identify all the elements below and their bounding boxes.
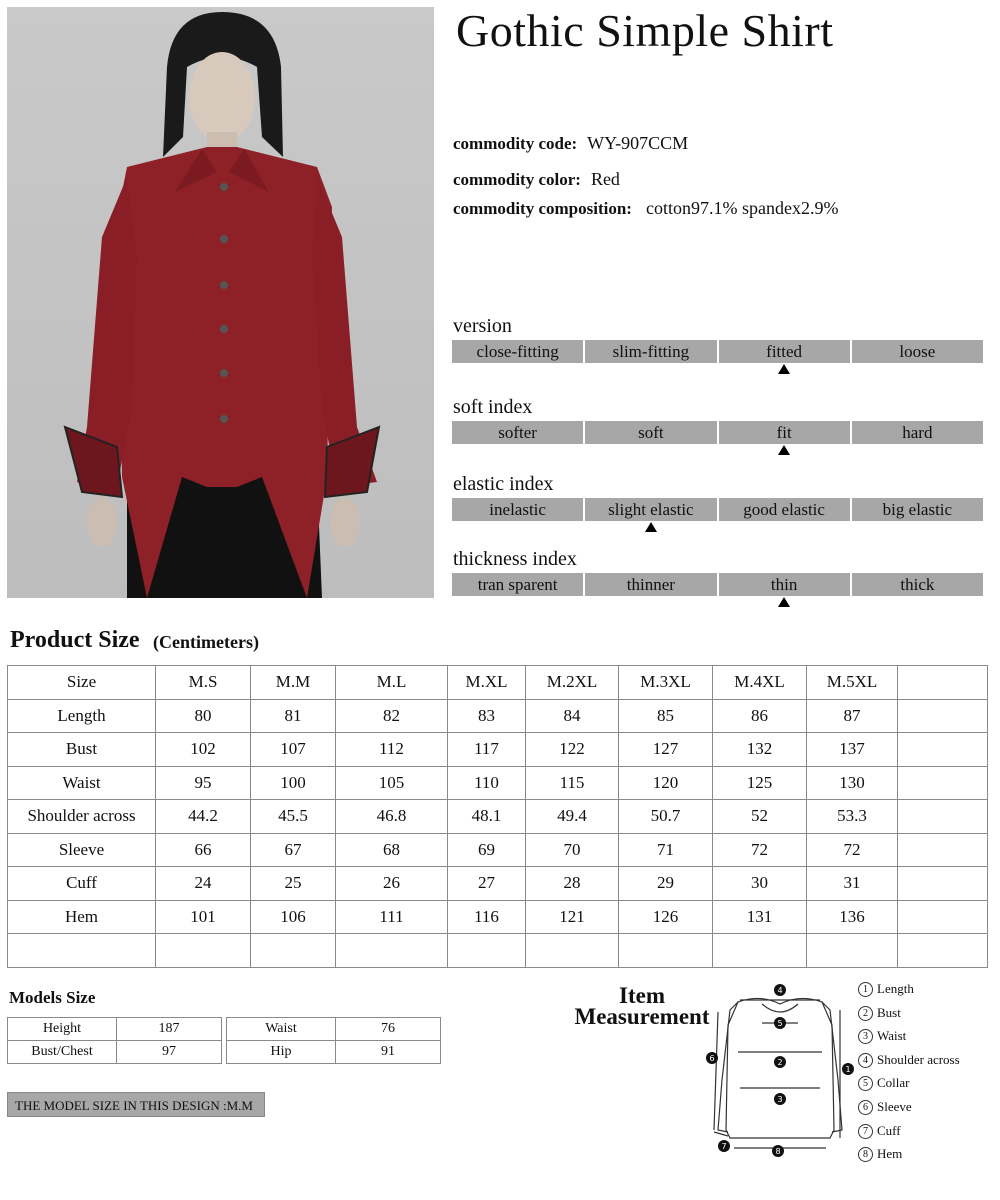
soft-index-option: fit bbox=[719, 421, 850, 444]
legend-number: 4 bbox=[858, 1053, 873, 1068]
size-table-cell: M.XL bbox=[448, 666, 526, 700]
legend-item bbox=[858, 1146, 902, 1162]
size-table-cell: 26 bbox=[336, 867, 448, 901]
svg-text:1: 1 bbox=[845, 1065, 851, 1074]
size-table-cell: 117 bbox=[448, 733, 526, 767]
models-size-value: 91 bbox=[336, 1041, 441, 1064]
size-table-cell bbox=[251, 934, 336, 968]
thickness-index-marker bbox=[778, 597, 790, 607]
legend-number: 3 bbox=[858, 1029, 873, 1044]
elastic-index-scale bbox=[452, 498, 983, 521]
size-table-cell: 66 bbox=[156, 833, 251, 867]
size-table-cell: M.2XL bbox=[526, 666, 619, 700]
size-table-cell bbox=[898, 666, 988, 700]
size-table-cell: M.3XL bbox=[619, 666, 713, 700]
size-table-cell: 121 bbox=[526, 900, 619, 934]
size-table-cell: 105 bbox=[336, 766, 448, 800]
size-table-cell: 110 bbox=[448, 766, 526, 800]
size-table-cell: 44.2 bbox=[156, 800, 251, 834]
product-size-table bbox=[7, 665, 988, 968]
svg-text:7: 7 bbox=[721, 1142, 727, 1151]
size-table-cell: M.4XL bbox=[713, 666, 807, 700]
svg-text:3: 3 bbox=[777, 1095, 783, 1104]
size-table-cell: 86 bbox=[713, 699, 807, 733]
size-table-row-label: Length bbox=[8, 699, 156, 733]
size-table-cell: 29 bbox=[619, 867, 713, 901]
info-composition bbox=[453, 198, 838, 219]
size-table-cell: 69 bbox=[448, 833, 526, 867]
version-option: loose bbox=[852, 340, 983, 363]
size-table-cell: 112 bbox=[336, 733, 448, 767]
info-composition-value: cotton97.1% spandex2.9% bbox=[645, 198, 839, 218]
legend-label: Sleeve bbox=[877, 1099, 912, 1114]
product-photo bbox=[7, 7, 434, 598]
elastic-index-marker bbox=[645, 522, 657, 532]
size-table-cell bbox=[619, 934, 713, 968]
size-table-cell: 115 bbox=[526, 766, 619, 800]
legend-item bbox=[858, 1052, 960, 1068]
info-code bbox=[453, 133, 688, 154]
size-table-row-label: Hem bbox=[8, 900, 156, 934]
size-table-row bbox=[8, 800, 988, 834]
size-table-cell: 101 bbox=[156, 900, 251, 934]
size-table-row bbox=[8, 900, 988, 934]
size-table-cell: 130 bbox=[807, 766, 898, 800]
size-table-cell: 120 bbox=[619, 766, 713, 800]
size-table-cell: 30 bbox=[713, 867, 807, 901]
size-table-cell: 31 bbox=[807, 867, 898, 901]
size-table-row-label: Size bbox=[8, 666, 156, 700]
models-size-row bbox=[8, 1018, 222, 1041]
size-table-row-label: Shoulder across bbox=[8, 800, 156, 834]
size-table-cell: 106 bbox=[251, 900, 336, 934]
size-table-cell bbox=[898, 833, 988, 867]
svg-text:2: 2 bbox=[777, 1058, 783, 1067]
size-table-cell: 95 bbox=[156, 766, 251, 800]
size-table-cell: 87 bbox=[807, 699, 898, 733]
legend-item bbox=[858, 1123, 901, 1139]
size-table-cell: 72 bbox=[807, 833, 898, 867]
size-table-cell bbox=[898, 934, 988, 968]
version-option: slim-fitting bbox=[585, 340, 716, 363]
size-table-cell: M.M bbox=[251, 666, 336, 700]
models-size-label: Height bbox=[8, 1018, 117, 1041]
model-size-note: THE MODEL SIZE IN THIS DESIGN :M.M bbox=[7, 1092, 265, 1117]
size-table-cell: M.L bbox=[336, 666, 448, 700]
size-table-cell: 27 bbox=[448, 867, 526, 901]
svg-text:5: 5 bbox=[777, 1019, 783, 1028]
info-color-value: Red bbox=[590, 169, 620, 189]
legend-label: Cuff bbox=[877, 1122, 901, 1138]
legend-label: Waist bbox=[877, 1028, 907, 1044]
size-table-row bbox=[8, 833, 988, 867]
size-table-cell bbox=[898, 800, 988, 834]
elastic-index-label: elastic index bbox=[453, 473, 554, 495]
soft-index-option: soft bbox=[585, 421, 716, 444]
legend-label: Hem bbox=[877, 1146, 903, 1162]
thickness-index-option: thinner bbox=[585, 573, 716, 596]
size-table-cell: 82 bbox=[336, 699, 448, 733]
model-illustration bbox=[7, 7, 434, 598]
size-table-row bbox=[8, 699, 988, 733]
size-table-cell: 116 bbox=[448, 900, 526, 934]
product-size-unit: (Centimeters) bbox=[153, 632, 259, 652]
item-measurement-title: Item Measurement bbox=[574, 983, 710, 1029]
size-table-cell: 70 bbox=[526, 833, 619, 867]
version-label: version bbox=[453, 315, 512, 337]
size-table-row bbox=[8, 666, 988, 700]
size-table-cell: 25 bbox=[251, 867, 336, 901]
size-table-cell: 102 bbox=[156, 733, 251, 767]
soft-index-option: softer bbox=[452, 421, 583, 444]
legend-number: 8 bbox=[858, 1147, 873, 1162]
size-table-cell bbox=[156, 934, 251, 968]
models-size-value: 76 bbox=[336, 1018, 441, 1041]
size-table-row bbox=[8, 867, 988, 901]
models-size-title: Models Size bbox=[9, 988, 96, 1007]
size-table-cell: 68 bbox=[336, 833, 448, 867]
size-table-row bbox=[8, 766, 988, 800]
version-option: close-fitting bbox=[452, 340, 583, 363]
size-table-cell bbox=[448, 934, 526, 968]
size-table-cell: 72 bbox=[713, 833, 807, 867]
legend-number: 7 bbox=[858, 1124, 873, 1139]
size-table-cell bbox=[898, 699, 988, 733]
legend-number: 5 bbox=[858, 1076, 873, 1091]
size-table-cell: 52 bbox=[713, 800, 807, 834]
size-table-cell: 50.7 bbox=[619, 800, 713, 834]
size-table-cell bbox=[898, 867, 988, 901]
legend-label: Shoulder across bbox=[877, 1051, 960, 1067]
size-table-cell: 24 bbox=[156, 867, 251, 901]
size-table-row-label: Waist bbox=[8, 766, 156, 800]
info-code-value: WY-907CCM bbox=[587, 133, 689, 153]
thickness-index-option: thick bbox=[852, 573, 983, 596]
measurement-diagram bbox=[700, 980, 860, 1165]
size-table-cell: 71 bbox=[619, 833, 713, 867]
size-table-cell: 67 bbox=[251, 833, 336, 867]
soft-index-scale bbox=[452, 421, 983, 444]
legend-label: Bust bbox=[877, 1004, 901, 1020]
size-table-cell: 45.5 bbox=[251, 800, 336, 834]
soft-index-marker bbox=[778, 445, 790, 455]
svg-text:6: 6 bbox=[709, 1054, 715, 1063]
thickness-index-scale bbox=[452, 573, 983, 596]
models-size-label: Bust/Chest bbox=[8, 1041, 117, 1064]
size-table-cell: 84 bbox=[526, 699, 619, 733]
size-table-cell: 122 bbox=[526, 733, 619, 767]
size-table-cell bbox=[526, 934, 619, 968]
version-scale bbox=[452, 340, 983, 363]
legend-label: Collar bbox=[877, 1075, 910, 1091]
elastic-index-option: slight elastic bbox=[585, 498, 716, 521]
thickness-index-option: thin bbox=[719, 573, 850, 596]
info-color-key: commodity color: bbox=[453, 170, 581, 189]
size-table-row-label: Sleeve bbox=[8, 833, 156, 867]
soft-index-label: soft index bbox=[453, 396, 533, 418]
size-table-cell: 131 bbox=[713, 900, 807, 934]
thickness-index-option: tran sparent bbox=[452, 573, 583, 596]
size-table-cell: 48.1 bbox=[448, 800, 526, 834]
models-size-value: 97 bbox=[117, 1041, 222, 1064]
size-table-cell: 28 bbox=[526, 867, 619, 901]
models-size-label: Waist bbox=[227, 1018, 336, 1041]
models-size-label: Hip bbox=[227, 1041, 336, 1064]
size-table-cell: 125 bbox=[713, 766, 807, 800]
legend-number: 1 bbox=[858, 982, 873, 997]
size-table-cell bbox=[807, 934, 898, 968]
size-table-cell: 49.4 bbox=[526, 800, 619, 834]
legend-number: 6 bbox=[858, 1100, 873, 1115]
size-table-cell: 111 bbox=[336, 900, 448, 934]
size-table-row-label: Cuff bbox=[8, 867, 156, 901]
size-table-cell bbox=[898, 900, 988, 934]
size-table-row bbox=[8, 733, 988, 767]
size-table-cell: 127 bbox=[619, 733, 713, 767]
size-table-cell bbox=[898, 733, 988, 767]
version-option: fitted bbox=[719, 340, 850, 363]
soft-index-option: hard bbox=[852, 421, 983, 444]
legend-item bbox=[858, 1028, 906, 1044]
size-table-cell: 83 bbox=[448, 699, 526, 733]
models-size-table-left bbox=[7, 1017, 222, 1064]
legend-number: 2 bbox=[858, 1006, 873, 1021]
size-table-cell bbox=[336, 934, 448, 968]
size-table-row bbox=[8, 934, 988, 968]
info-code-key: commodity code: bbox=[453, 134, 578, 153]
size-table-cell: 85 bbox=[619, 699, 713, 733]
size-table-cell: 80 bbox=[156, 699, 251, 733]
svg-text:4: 4 bbox=[777, 986, 783, 995]
thickness-index-label: thickness index bbox=[453, 548, 577, 570]
size-table-cell: 136 bbox=[807, 900, 898, 934]
legend-item bbox=[858, 981, 914, 997]
legend-item bbox=[858, 1075, 910, 1091]
size-table-cell: 100 bbox=[251, 766, 336, 800]
legend-label: Length bbox=[877, 981, 914, 996]
size-table-cell: 107 bbox=[251, 733, 336, 767]
info-composition-key: commodity composition: bbox=[453, 199, 632, 218]
size-table-cell: M.S bbox=[156, 666, 251, 700]
size-table-cell: 137 bbox=[807, 733, 898, 767]
product-title: Gothic Simple Shirt bbox=[456, 5, 834, 56]
size-table-cell: 46.8 bbox=[336, 800, 448, 834]
size-table-cell bbox=[713, 934, 807, 968]
models-size-row bbox=[227, 1018, 441, 1041]
size-table-cell: 126 bbox=[619, 900, 713, 934]
product-size-title: Product Size bbox=[10, 627, 140, 653]
size-table-cell: 53.3 bbox=[807, 800, 898, 834]
elastic-index-option: big elastic bbox=[852, 498, 983, 521]
size-table-row-label bbox=[8, 934, 156, 968]
models-size-value: 187 bbox=[117, 1018, 222, 1041]
svg-text:8: 8 bbox=[775, 1147, 781, 1156]
models-size-row bbox=[227, 1041, 441, 1064]
size-table-row-label: Bust bbox=[8, 733, 156, 767]
size-table-cell: 81 bbox=[251, 699, 336, 733]
size-table-cell bbox=[898, 766, 988, 800]
size-table-cell: 132 bbox=[713, 733, 807, 767]
models-size-row bbox=[8, 1041, 222, 1064]
elastic-index-option: good elastic bbox=[719, 498, 850, 521]
elastic-index-option: inelastic bbox=[452, 498, 583, 521]
version-marker bbox=[778, 364, 790, 374]
legend-item bbox=[858, 1005, 901, 1021]
info-color bbox=[453, 169, 620, 190]
size-table-cell: M.5XL bbox=[807, 666, 898, 700]
legend-item bbox=[858, 1099, 912, 1115]
models-size-table-right bbox=[226, 1017, 441, 1064]
